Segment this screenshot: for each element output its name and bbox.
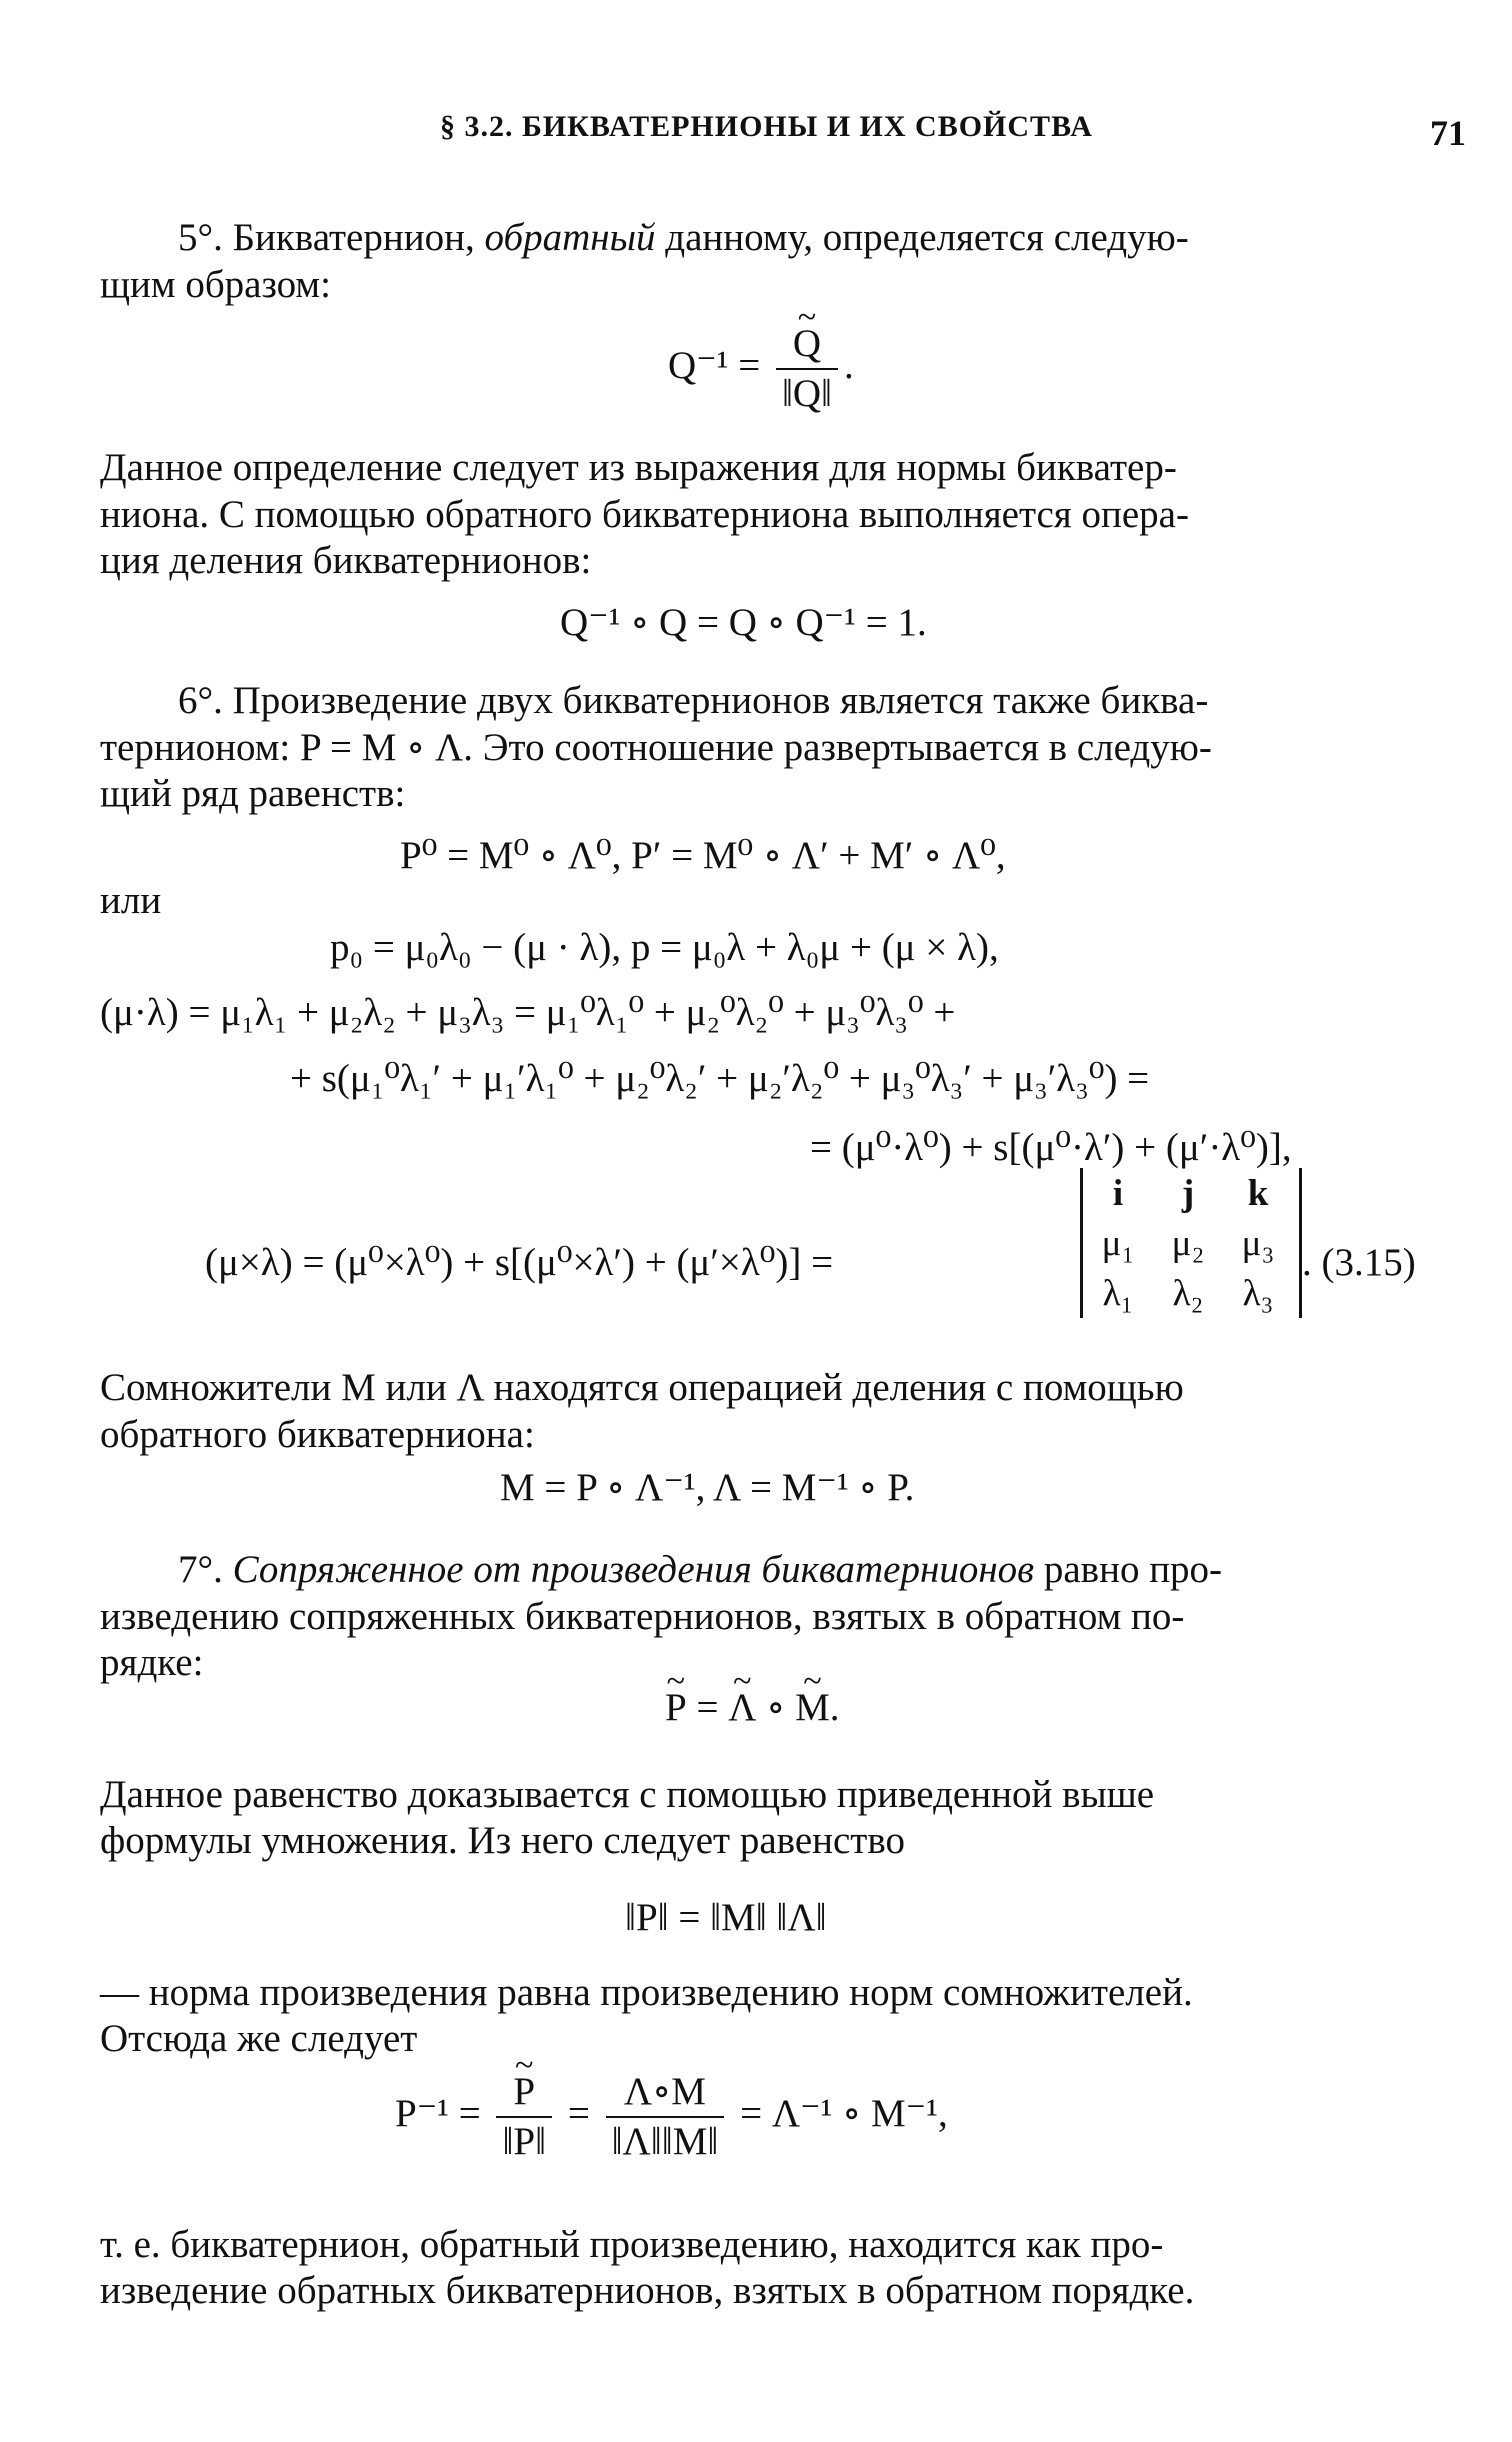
q-tilde: ~ Q xyxy=(793,322,821,366)
formula-inverse xyxy=(668,322,854,416)
formula-inverse-fraction xyxy=(776,322,838,416)
para7-italic: Сопряженное от произведения бикватернионов xyxy=(232,1548,1035,1591)
det-row xyxy=(1083,1268,1299,1318)
formula-product-parts: P⁰ = M⁰ ∘ Λ⁰, P′ = M⁰ ∘ Λ′ + M′ ∘ Λ⁰, xyxy=(400,834,1006,877)
formula-cross-product: (μ×λ) = (μ⁰×λ⁰) + s[(μ⁰×λ′) + (μ′×λ⁰)] = xyxy=(205,1241,834,1284)
det-cell: i xyxy=(1112,1172,1124,1214)
para-final-line1: т. е. бикватернион, обратный произведению, находится как про- xyxy=(100,2223,1164,2266)
para7-line3: рядке: xyxy=(100,1641,204,1684)
inv-prod-frac1 xyxy=(496,2070,552,2164)
inv-prod-lhs: P⁻¹ = xyxy=(395,2091,481,2135)
para7-line2: изведению сопряженных бикватернионов, взятых в обратном по- xyxy=(100,1595,1185,1638)
para7b-line1: Данное равенство доказывается с помощью приведенной выше xyxy=(100,1773,1155,1816)
q-norm: ‖Q‖ xyxy=(781,372,833,415)
formula-norm: ‖P‖ = ‖M‖ ‖Λ‖ xyxy=(625,1896,827,1939)
det-cell: μ₃ xyxy=(1241,1222,1275,1264)
formula-inverse-lhs: Q⁻¹ = xyxy=(668,343,761,387)
formula-inverse-dot: . xyxy=(844,343,854,387)
para-norm-line1: — норма произведения равна произведению норм сомножителей. xyxy=(100,1971,1193,2014)
formula-factors: M = P ∘ Λ⁻¹, Λ = M⁻¹ ∘ P. xyxy=(500,1466,915,1509)
det-row xyxy=(1083,1168,1299,1218)
det-cell: j xyxy=(1181,1172,1195,1214)
para7b-line2: формулы умножения. Из него следует равенство xyxy=(100,1819,906,1862)
p-tilde: ~ P xyxy=(665,1685,687,1731)
para5-italic: обратный xyxy=(484,216,656,259)
word-ili: или xyxy=(100,879,162,922)
para6-line1: 6°. Произведение двух бикватернионов является также биква- xyxy=(178,679,1209,722)
equation-number: . (3.15) xyxy=(1302,1241,1416,1284)
det-cell: k xyxy=(1247,1172,1269,1214)
formula-inverse-product xyxy=(395,2070,948,2164)
m-tilde: ~ M xyxy=(795,1685,830,1731)
para5b-line3: ция деления бикватернионов: xyxy=(100,539,592,582)
det-cell: μ₁ xyxy=(1101,1222,1135,1264)
para-final-line2: изведение обратных бикватернионов, взятых в обратном порядке. xyxy=(100,2269,1195,2312)
det-cell: λ₂ xyxy=(1172,1272,1204,1314)
inv-prod-d2: ‖Λ‖‖M‖ xyxy=(611,2120,719,2163)
inv-prod-rhs: = Λ⁻¹ ∘ M⁻¹, xyxy=(740,2091,948,2135)
page-number: 71 xyxy=(1430,113,1466,153)
formula-dot-dual: + s(μ₁⁰λ₁′ + μ₁′λ₁⁰ + μ₂⁰λ₂′ + μ₂′λ₂⁰ + μ₃⁰λ₃′ + μ₃′λ₃⁰) = xyxy=(290,1057,1150,1100)
para5-line1: 5°. Бикватернион, обратный данному, определяется следую- xyxy=(178,216,1189,259)
para-norm-line2: Отсюда же следует xyxy=(100,2017,418,2060)
determinant-matrix xyxy=(1080,1168,1302,1318)
det-cell: λ₁ xyxy=(1102,1272,1134,1314)
det-cell: μ₂ xyxy=(1171,1222,1205,1264)
inv-prod-n1: ~ P xyxy=(513,2070,535,2114)
inv-prod-frac2 xyxy=(606,2070,725,2164)
para6-line2: тернионом: P = M ∘ Λ. Это соотношение развертывается в следую- xyxy=(100,726,1212,769)
formula-division: Q⁻¹ ∘ Q = Q ∘ Q⁻¹ = 1. xyxy=(560,601,927,644)
det-cell: λ₃ xyxy=(1242,1272,1274,1314)
formula-dot-result: = (μ⁰·λ⁰) + s[(μ⁰·λ′) + (μ′·λ⁰)], xyxy=(810,1126,1292,1169)
para5-line2: щим образом: xyxy=(100,263,331,306)
para7-line1: 7°. Сопряженное от произведения бикватернионов равно про- xyxy=(178,1548,1223,1591)
det-row xyxy=(1083,1218,1299,1268)
formula-conjugate-product: ~ P = ~ Λ ∘ ~ M. xyxy=(665,1685,840,1731)
para5b-line1: Данное определение следует из выражения для нормы бикватер- xyxy=(100,446,1177,489)
inv-prod-d1: ‖P‖ xyxy=(502,2120,547,2163)
para-factors-line1: Сомножители M или Λ находятся операцией деления с помощью xyxy=(100,1366,1184,1409)
para5b-line2: ниона. С помощью обратного бикватерниона выполняется опера- xyxy=(100,493,1189,536)
lambda-tilde: ~ Λ xyxy=(728,1685,756,1731)
inv-prod-n2: Λ∘M xyxy=(606,2070,725,2118)
para6-line3: щий ряд равенств: xyxy=(100,772,406,815)
para-factors-line2: обратного бикватерниона: xyxy=(100,1413,535,1456)
formula-dot-product: (μ·λ) = μ₁λ₁ + μ₂λ₂ + μ₃λ₃ = μ₁⁰λ₁⁰ + μ₂⁰λ₂⁰ + μ₃⁰λ₃⁰ + xyxy=(100,991,956,1034)
inv-prod-eq: = xyxy=(567,2091,590,2135)
running-header: § 3.2. БИКВАТЕРНИОНЫ И ИХ СВОЙСТВА xyxy=(440,110,1093,143)
formula-scalar-vector: p₀ = μ₀λ₀ − (μ · λ), p = μ₀λ + λ₀μ + (μ × λ), xyxy=(330,926,999,969)
